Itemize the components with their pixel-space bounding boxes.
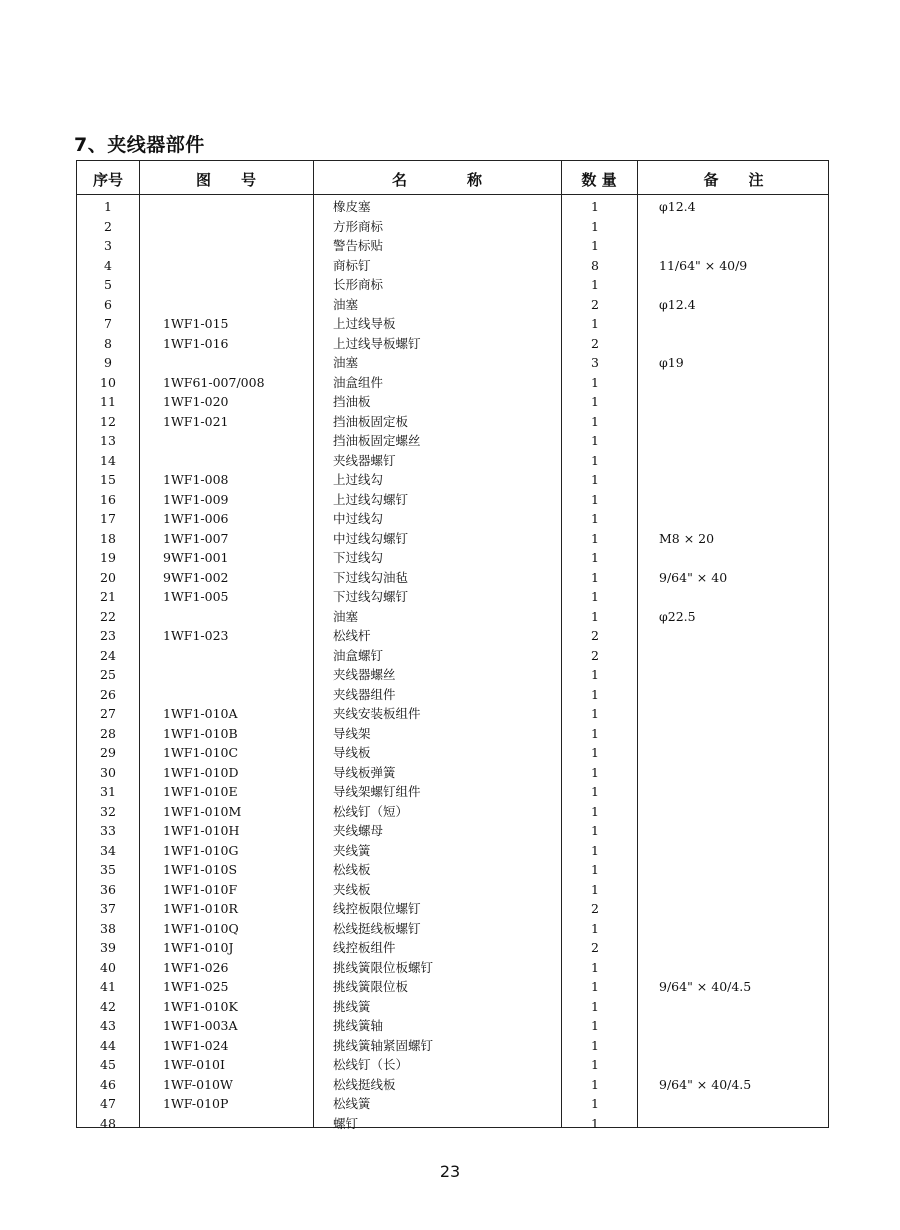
part-name: 长形商标	[333, 277, 384, 292]
part-code: 1WF1-015	[163, 316, 229, 331]
part-name: 挑线簧轴紧固螺钉	[333, 1037, 434, 1053]
table-row	[77, 646, 828, 666]
quantity: 1	[591, 589, 599, 604]
quantity: 1	[591, 1018, 599, 1033]
note: φ19	[659, 355, 684, 370]
quantity: 1	[591, 920, 599, 936]
part-name: 挑线簧限位板	[333, 979, 409, 994]
header-no: 序号	[92, 171, 123, 189]
row-number: 45	[100, 1057, 116, 1072]
part-name: 商标钉	[333, 257, 371, 273]
table-row	[77, 217, 828, 237]
part-code: 1WF1-021	[163, 413, 229, 429]
table-row	[77, 490, 828, 510]
row-number: 3	[104, 238, 112, 253]
part-name: 夹线板	[333, 881, 371, 897]
quantity: 1	[591, 998, 599, 1014]
table-row	[77, 1094, 828, 1114]
part-name: 松线簧	[333, 1096, 371, 1111]
part-code: 1WF1-005	[163, 589, 229, 604]
quantity: 2	[591, 296, 599, 312]
page-number: 23	[439, 1162, 461, 1181]
row-number: 32	[100, 803, 116, 819]
row-number: 27	[100, 706, 116, 721]
quantity: 1	[591, 1115, 599, 1131]
part-name: 橡皮塞	[333, 199, 371, 214]
row-number: 44	[100, 1037, 116, 1053]
quantity: 1	[591, 511, 599, 526]
row-number: 20	[100, 569, 116, 585]
part-name: 挑线簧	[333, 998, 371, 1014]
part-code: 1WF1-025	[163, 979, 229, 994]
row-number: 34	[100, 842, 116, 858]
part-code: 1WF1-024	[163, 1037, 229, 1053]
row-number: 38	[100, 920, 116, 936]
part-name: 挡油板	[333, 394, 371, 409]
quantity: 1	[591, 764, 599, 780]
part-name: 方形商标	[333, 218, 384, 234]
part-name: 下过线勾	[333, 550, 384, 565]
quantity: 1	[591, 959, 599, 975]
row-number: 21	[100, 589, 116, 604]
quantity: 1	[591, 1096, 599, 1111]
table-row	[77, 1114, 828, 1134]
table-row	[77, 919, 828, 939]
part-name: 导线架螺钉组件	[333, 784, 421, 799]
part-name: 中过线勾	[333, 511, 384, 526]
quantity: 1	[591, 238, 599, 253]
table-row	[77, 431, 828, 451]
part-code: 1WF1-010J	[163, 940, 234, 955]
quantity: 1	[591, 1037, 599, 1053]
quantity: 1	[591, 745, 599, 760]
part-code: 1WF1-010B	[163, 725, 238, 741]
table-row	[77, 763, 828, 783]
table-row	[77, 275, 828, 295]
header-name: 名 称	[391, 171, 482, 189]
table-row	[77, 353, 828, 373]
quantity: 1	[591, 277, 599, 292]
quantity: 2	[591, 628, 599, 643]
part-name: 螺钉	[333, 1115, 359, 1131]
part-name: 上过线勾	[333, 472, 384, 487]
row-number: 29	[100, 745, 116, 760]
table-row	[77, 802, 828, 822]
row-number: 35	[100, 862, 116, 877]
part-name: 挡油板固定螺丝	[333, 433, 421, 448]
quantity: 1	[591, 842, 599, 858]
table-row	[77, 743, 828, 763]
row-number: 9	[104, 355, 112, 370]
row-number: 23	[100, 628, 116, 643]
part-name: 夹线螺母	[333, 823, 384, 838]
part-name: 松线钉（短）	[333, 803, 409, 819]
part-name: 中过线勾螺钉	[333, 530, 409, 546]
note: M8 × 20	[659, 530, 715, 546]
row-number: 36	[100, 881, 116, 897]
quantity: 1	[591, 862, 599, 877]
row-number: 2	[104, 218, 112, 234]
part-code: 1WF1-010A	[163, 706, 238, 721]
row-number: 1	[104, 199, 112, 214]
part-name: 松线挺线板	[333, 1076, 396, 1092]
row-number: 33	[100, 823, 116, 838]
table-row	[77, 665, 828, 685]
part-name: 警告标贴	[333, 238, 384, 253]
table-row	[77, 997, 828, 1017]
part-name: 上过线导板螺钉	[333, 335, 421, 351]
row-number: 43	[100, 1018, 116, 1033]
table-row	[77, 587, 828, 607]
part-name: 下过线勾油毡	[333, 569, 409, 585]
part-code: 1WF1-007	[163, 530, 229, 546]
quantity: 2	[591, 901, 599, 916]
quantity: 1	[591, 569, 599, 585]
part-code: 1WF1-006	[163, 511, 229, 526]
table-row	[77, 1016, 828, 1036]
quantity: 1	[591, 823, 599, 838]
row-number: 47	[100, 1096, 116, 1111]
part-code: 1WF-010P	[163, 1096, 229, 1111]
row-number: 41	[100, 979, 116, 994]
quantity: 1	[591, 433, 599, 448]
table-row	[77, 1036, 828, 1056]
row-number: 19	[100, 550, 116, 565]
quantity: 3	[591, 355, 599, 370]
row-number: 42	[100, 998, 116, 1014]
part-name: 夹线簧	[333, 842, 371, 858]
table-row	[77, 958, 828, 978]
row-number: 6	[104, 296, 112, 312]
part-name: 油塞	[333, 296, 359, 312]
part-name: 上过线导板	[333, 316, 396, 331]
quantity: 1	[591, 667, 599, 682]
part-code: 1WF1-010G	[163, 842, 239, 858]
row-number: 16	[100, 491, 116, 507]
part-name: 油盒组件	[333, 374, 384, 390]
row-number: 39	[100, 940, 116, 955]
part-name: 油塞	[333, 355, 359, 370]
part-name: 夹线安装板组件	[333, 706, 421, 721]
quantity: 1	[591, 608, 599, 624]
row-number: 7	[104, 316, 112, 331]
table-row	[77, 1075, 828, 1095]
header-note: 备 注	[703, 171, 764, 189]
table-row	[77, 782, 828, 802]
table-row	[77, 821, 828, 841]
table-row	[77, 256, 828, 276]
table-header	[77, 161, 828, 195]
part-code: 9WF1-001	[163, 550, 229, 565]
row-number: 22	[100, 608, 116, 624]
table-row	[77, 373, 828, 393]
quantity: 2	[591, 647, 599, 663]
table-row	[77, 1055, 828, 1075]
part-code: 1WF1-010E	[163, 784, 238, 799]
part-code: 1WF-010W	[163, 1076, 233, 1092]
part-code: 1WF1-010D	[163, 764, 239, 780]
part-code: 1WF1-010Q	[163, 920, 239, 936]
quantity: 1	[591, 413, 599, 429]
part-code: 1WF1-020	[163, 394, 229, 409]
part-name: 线控板限位螺钉	[333, 901, 421, 916]
note: 9/64" × 40	[659, 569, 728, 585]
table-row	[77, 938, 828, 958]
table-row	[77, 197, 828, 217]
row-number: 40	[100, 959, 116, 975]
part-name: 导线板	[333, 745, 371, 760]
part-name: 挡油板固定板	[333, 413, 409, 429]
table-row	[77, 470, 828, 490]
table-row	[77, 295, 828, 315]
part-name: 松线杆	[333, 628, 371, 643]
part-name: 松线板	[333, 862, 371, 877]
table-row	[77, 412, 828, 432]
header-code: 图 号	[195, 171, 256, 189]
quantity: 2	[591, 940, 599, 955]
quantity: 1	[591, 218, 599, 234]
quantity: 1	[591, 706, 599, 721]
note: φ22.5	[659, 608, 696, 624]
part-code: 1WF1-003A	[163, 1018, 238, 1033]
row-number: 15	[100, 472, 116, 487]
row-number: 10	[100, 374, 116, 390]
row-number: 8	[104, 335, 112, 351]
part-code: 1WF1-010M	[163, 803, 242, 819]
table-row	[77, 509, 828, 529]
part-code: 1WF1-008	[163, 472, 229, 487]
table-row	[77, 899, 828, 919]
part-code: 1WF1-010C	[163, 745, 239, 760]
part-name: 油塞	[333, 608, 359, 624]
part-code: 1WF1-010K	[163, 998, 238, 1014]
table-row	[77, 607, 828, 627]
note: φ12.4	[659, 199, 696, 214]
header-qty: 数 量	[581, 171, 617, 189]
part-code: 1WF1-023	[163, 628, 229, 643]
quantity: 1	[591, 316, 599, 331]
table-row	[77, 685, 828, 705]
quantity: 1	[591, 472, 599, 487]
note: 9/64" × 40/4.5	[659, 1076, 752, 1092]
table-row	[77, 880, 828, 900]
table-row	[77, 626, 828, 646]
row-number: 13	[100, 433, 116, 448]
part-name: 导线板弹簧	[333, 764, 396, 780]
row-number: 18	[100, 530, 116, 546]
part-name: 导线架	[333, 725, 371, 741]
row-number: 37	[100, 901, 116, 916]
quantity: 1	[591, 374, 599, 390]
table-row	[77, 529, 828, 549]
quantity: 1	[591, 881, 599, 897]
table-row	[77, 314, 828, 334]
table-row	[77, 236, 828, 256]
quantity: 1	[591, 452, 599, 468]
row-number: 26	[100, 686, 116, 702]
part-name: 油盒螺钉	[333, 647, 384, 663]
quantity: 1	[591, 725, 599, 741]
note: 9/64" × 40/4.5	[659, 979, 752, 994]
part-name: 夹线器螺丝	[333, 667, 396, 682]
part-code: 1WF1-026	[163, 959, 229, 975]
table-row	[77, 334, 828, 354]
parts-table	[76, 160, 829, 1131]
row-number: 14	[100, 452, 116, 468]
part-name: 松线钉（长）	[333, 1057, 409, 1072]
row-number: 11	[100, 394, 116, 409]
table-row	[77, 704, 828, 724]
part-code: 1WF1-010F	[163, 881, 238, 897]
table-row	[77, 841, 828, 861]
part-code: 9WF1-002	[163, 569, 229, 585]
table-row	[77, 392, 828, 412]
row-number: 24	[100, 647, 116, 663]
part-code: 1WF61-007/008	[163, 374, 265, 390]
quantity: 1	[591, 550, 599, 565]
part-name: 挑线簧轴	[333, 1018, 384, 1033]
quantity: 1	[591, 530, 599, 546]
table-row	[77, 860, 828, 880]
row-number: 30	[100, 764, 116, 780]
table-row	[77, 548, 828, 568]
part-code: 1WF1-010H	[163, 823, 240, 838]
part-code: 1WF1-009	[163, 491, 229, 507]
part-name: 挑线簧限位板螺钉	[333, 959, 434, 975]
note: 11/64" × 40/9	[659, 257, 748, 273]
part-name: 松线挺线板螺钉	[333, 920, 421, 936]
row-number: 5	[104, 277, 112, 292]
section-title: 7、夹线器部件	[74, 134, 205, 156]
table-row	[77, 724, 828, 744]
quantity: 1	[591, 394, 599, 409]
quantity: 1	[591, 979, 599, 994]
table-row	[77, 977, 828, 997]
row-number: 4	[104, 257, 112, 273]
table-row	[77, 568, 828, 588]
row-number: 17	[100, 511, 116, 526]
row-number: 31	[100, 784, 116, 799]
quantity: 1	[591, 1076, 599, 1092]
quantity: 1	[591, 686, 599, 702]
quantity: 1	[591, 1057, 599, 1072]
row-number: 12	[100, 413, 116, 429]
quantity: 8	[591, 257, 599, 273]
quantity: 1	[591, 491, 599, 507]
part-code: 1WF1-010R	[163, 901, 238, 916]
part-name: 上过线勾螺钉	[333, 491, 409, 507]
quantity: 2	[591, 335, 599, 351]
part-name: 夹线器螺钉	[333, 452, 396, 468]
row-number: 25	[100, 667, 116, 682]
row-number: 28	[100, 725, 116, 741]
part-name: 夹线器组件	[333, 686, 396, 702]
row-number: 48	[100, 1115, 116, 1131]
part-name: 下过线勾螺钉	[333, 589, 409, 604]
part-code: 1WF1-016	[163, 335, 229, 351]
quantity: 1	[591, 784, 599, 799]
row-number: 46	[100, 1076, 116, 1092]
part-code: 1WF-010I	[163, 1057, 225, 1072]
part-name: 线控板组件	[333, 940, 396, 955]
quantity: 1	[591, 803, 599, 819]
part-code: 1WF1-010S	[163, 862, 238, 877]
table-row	[77, 451, 828, 471]
quantity: 1	[591, 199, 599, 214]
note: φ12.4	[659, 296, 696, 312]
